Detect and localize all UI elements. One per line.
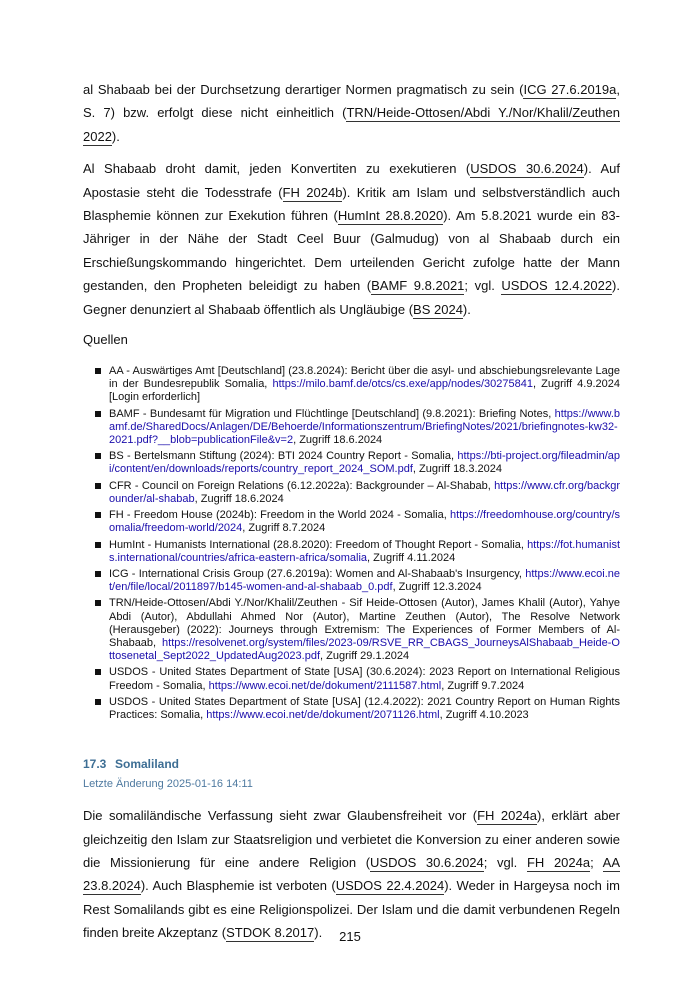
source-text: CFR - Council on Foreign Relations (6.12.2022a): Backgrounder – Al-Shabab,	[109, 479, 495, 492]
paragraph-text: ).	[462, 301, 471, 317]
citation-link[interactable]: FH 2024a	[526, 854, 591, 870]
citation-link[interactable]: USDOS 30.6.2024	[370, 854, 484, 870]
source-text: BS - Bertelsmann Stiftung (2024): BTI 2024 Country Report - Somalia,	[109, 450, 458, 463]
paragraph-text: Al Shabaab droht damit, jeden Konvertiten zu exekutieren (	[83, 161, 471, 177]
paragraph-text: ).	[111, 128, 120, 144]
sources-label: Quellen	[83, 332, 128, 348]
source-url-link[interactable]: https://bti-project.org/fileadmin/api/content/en/downloads/reports/country_report_2024_SOM.pdf	[109, 450, 620, 476]
bullet-square-icon	[95, 411, 101, 417]
last-change: Letzte Änderung 2025-01-16 14:11	[83, 778, 253, 791]
source-item	[95, 666, 620, 692]
citation-link[interactable]: ICG 27.6.2019a	[523, 82, 617, 97]
source-url-link[interactable]: https://www.ecoi.net/de/dokument/2071126.html	[206, 708, 440, 721]
source-access-date: , Zugriff 12.3.2024	[392, 581, 482, 594]
citation-link[interactable]: FH 2024a	[477, 808, 538, 824]
source-item	[95, 480, 620, 506]
paragraph-text: , S. 7) bzw. erfolgt diese nicht einheitlich (	[83, 82, 620, 121]
paragraph-text: al Shabaab bei der Durchsetzung derartiger Normen pragmatisch zu sein (	[83, 82, 524, 97]
paragraph-text: ).	[314, 925, 323, 941]
citation-link[interactable]: FH 2024b	[282, 184, 343, 200]
bullet-square-icon	[95, 542, 101, 548]
source-access-date: , Zugriff 18.6.2024	[194, 492, 284, 505]
source-access-date: , Zugriff 18.3.2024	[412, 463, 503, 476]
source-item	[95, 365, 620, 405]
paragraph-al-shabaab-norms	[83, 78, 620, 148]
bullet-square-icon	[95, 669, 101, 675]
source-item	[95, 597, 620, 663]
bullet-square-icon	[95, 512, 101, 518]
citation-link[interactable]: HumInt 28.8.2020	[337, 208, 444, 224]
source-text: FH - Freedom House (2024b): Freedom in the World 2024 - Somalia,	[109, 509, 451, 522]
source-text: BAMF - Bundesamt für Migration und Flüchtlinge [Deutschland] (9.8.2021): Briefing Notes,	[109, 407, 555, 420]
bullet-square-icon	[95, 453, 101, 459]
paragraph-text: ). Auch Blasphemie ist verboten (	[140, 878, 336, 894]
source-url-link[interactable]: https://www.cfr.org/backgrounder/al-shabab	[109, 479, 620, 505]
paragraph-text: ; vgl.	[464, 278, 502, 294]
source-access-date: , Zugriff 29.1.2024	[320, 650, 410, 663]
citation-link[interactable]: STDOK 8.2017	[226, 925, 315, 941]
page-content	[83, 78, 620, 945]
section-heading	[83, 757, 620, 771]
paragraph-text: ). Weder in Hargeysa noch im Rest Somalilands gibt es eine Religionspolizei. Der Islam und die damit verbundenen Regeln finden breite Akzeptanz (	[83, 878, 620, 941]
source-item	[95, 408, 620, 448]
source-url-link[interactable]: https://www.ecoi.net/de/dokument/2111587.html	[208, 679, 442, 692]
citation-link[interactable]: AA 23.8.2024	[83, 854, 620, 894]
page-number: 215	[339, 929, 361, 944]
source-url-link[interactable]: https://www.ecoi.net/en/file/local/2011897/b145-women-and-al-shabaab_0.pdf	[109, 567, 620, 594]
bullet-square-icon	[95, 368, 101, 374]
source-url-link[interactable]: https://freedomhouse.org/country/somalia/freedom-world/2024	[109, 509, 620, 535]
paragraph-text: ). Kritik am Islam und selbstverständlich auch Blasphemie können zur Exekution führen (	[83, 184, 621, 224]
source-text: TRN/Heide-Ottosen/Abdi Y./Nor/Khalil/Zeuthen - Sif Heide-Ottosen (Autor), James Khalil (Autor), Yahye Abdi (Autor), Abdullahi Ahmed Nor (Autor), Martine Zeuthen (Autor), The Resolve Network (Herausgeber) (2022): Journeys through Extremism: The Experiences of Former Members of Al-Shabaab,	[109, 597, 620, 649]
sources-list	[83, 365, 620, 722]
source-text: HumInt - Humanists International (28.8.2020): Freedom of Thought Report - Somalia,	[109, 538, 528, 551]
source-item	[95, 539, 620, 565]
paragraph-text: ; vgl.	[483, 854, 527, 870]
citation-link[interactable]: USDOS 12.4.2022	[501, 278, 613, 294]
paragraph-text: ). Am 5.8.2021 wurde ein 83-Jähriger in der Nähe der Stadt Ceel Buur (Galmudug) von al Shabaab durch ein Erschießungskommando hingerichtet. Dem urteilenden Gericht zufolge hatte der Mann gestanden, den Propheten beleidigt zu haben (	[83, 208, 620, 294]
citation-link[interactable]: BS 2024	[413, 301, 463, 317]
source-url-link[interactable]: https://www.bamf.de/SharedDocs/Anlagen/DE/Behoerde/Informationszentrum/BriefingNotes/2021/briefingnotes-kw32-2021.pdf?__blob=publicationFile&v=2	[109, 407, 620, 447]
source-access-date: , Zugriff 18.6.2024	[293, 434, 383, 447]
citation-link[interactable]: BAMF 9.8.2021	[371, 278, 465, 294]
section-number: 17.3	[83, 757, 107, 772]
source-text: AA - Auswärtiges Amt [Deutschland] (23.8.2024): Bericht über die asyl- und abschiebungsrelevante Lage in der Bundesrepublik Somalia,	[109, 365, 620, 391]
bullet-square-icon	[95, 571, 101, 577]
paragraph-text: ;	[590, 854, 603, 870]
source-url-link[interactable]: https://resolvenet.org/system/files/2023-09/RSVE_RR_CBAGS_JourneysAlShabaab_Heide-Ottosenetal_Sept2022_UpdatedAug2023.pdf	[109, 636, 620, 663]
paragraph-somaliland	[83, 804, 620, 944]
source-access-date: , Zugriff 4.9.2024 [Login erforderlich]	[109, 378, 621, 404]
source-url-link[interactable]: https://milo.bamf.de/otcs/cs.exe/app/nodes/30275841	[272, 378, 533, 391]
citation-link[interactable]: USDOS 22.4.2024	[335, 878, 445, 894]
bullet-square-icon	[95, 600, 101, 606]
source-item	[95, 696, 620, 722]
source-text: ICG - International Crisis Group (27.6.2019a): Women and Al-Shabaab's Insurgency,	[109, 567, 526, 580]
source-url-link[interactable]: https://fot.humanists.international/countries/africa-eastern-africa/somalia	[109, 538, 620, 564]
source-access-date: , Zugriff 8.7.2024	[242, 522, 326, 535]
paragraph-text: ). Gegner denunziert al Shabaab öffentlich als Ungläubige (	[83, 278, 620, 317]
paragraph-text: Die somaliländische Verfassung sieht zwar Glaubensfreiheit vor (	[83, 808, 478, 824]
bullet-square-icon	[95, 699, 101, 705]
paragraph-text: ), erklärt aber gleichzeitig den Islam zur Staatsreligion und verbietet die Konversion zu einer anderen sowie die Missionierung für eine andere Religion (	[83, 808, 620, 870]
citation-link[interactable]: TRN/Heide-Ottosen/Abdi Y./Nor/Khalil/Zeuthen 2022	[83, 105, 620, 144]
source-access-date: , Zugriff 4.11.2024	[367, 551, 456, 564]
source-item	[95, 450, 620, 476]
source-text: USDOS - United States Department of State [USA] (30.6.2024): 2023 Report on International Religious Freedom - Somalia,	[109, 666, 620, 692]
source-item	[95, 568, 620, 594]
bullet-square-icon	[95, 483, 101, 489]
paragraph-text: ). Auf Apostasie steht die Todesstrafe (	[83, 161, 621, 200]
section-title: Somaliland	[115, 757, 180, 772]
source-item	[95, 509, 620, 535]
source-text: USDOS - United States Department of State [USA] (12.4.2022): 2021 Country Report on Human Rights Practices: Somalia,	[109, 695, 620, 721]
source-access-date: , Zugriff 4.10.2023	[439, 708, 529, 721]
paragraph-apostasy	[83, 157, 620, 321]
citation-link[interactable]: USDOS 30.6.2024	[470, 161, 584, 177]
source-access-date: , Zugriff 9.7.2024	[441, 679, 525, 692]
